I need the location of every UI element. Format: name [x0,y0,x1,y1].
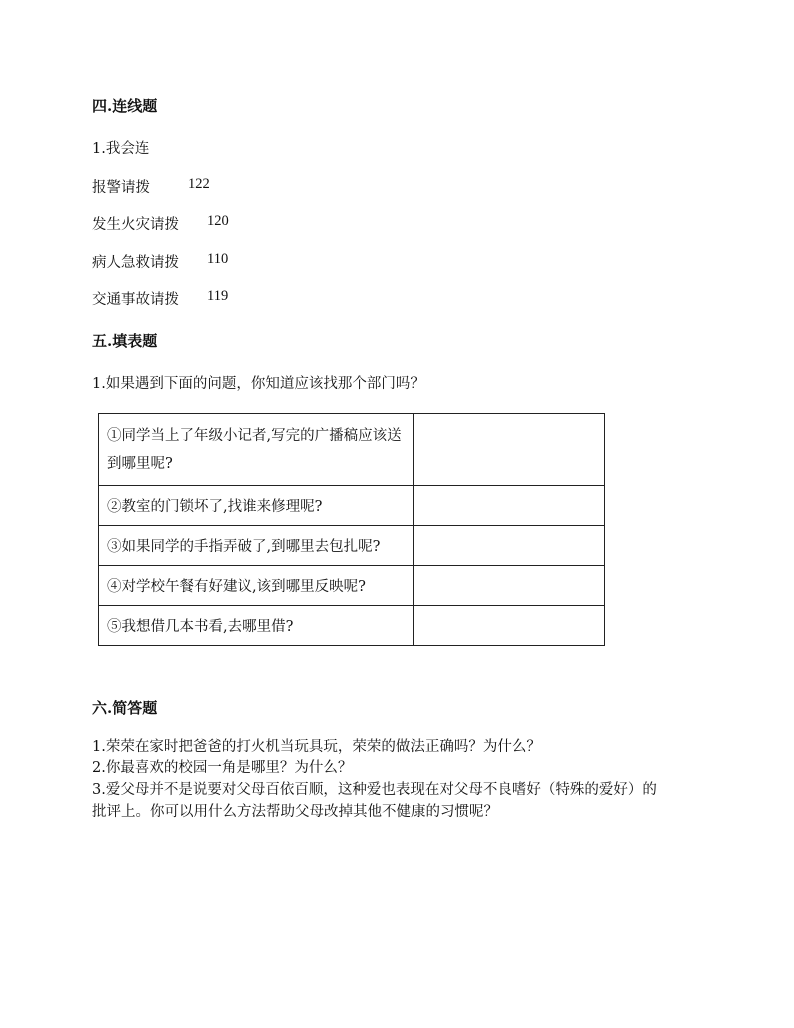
short-question-1: 1.荣荣在家时把爸爸的打火机当玩具玩，荣荣的做法正确吗？为什么？ [92,739,541,755]
section5-heading: 五.填表题 [92,332,158,350]
table-question-cell: ②教室的门锁坏了,找谁来修理呢? [99,486,414,526]
table-answer-cell[interactable] [413,566,604,606]
table-answer-cell[interactable] [413,606,604,646]
match-right-4: 119 [207,288,229,304]
table-row [99,486,605,526]
table-answer-cell[interactable] [413,526,604,566]
section6-heading: 六.简答题 [92,699,158,717]
match-left-2: 发生火灾请拨 [92,217,179,233]
short-question-2: 2.你最喜欢的校园一角是哪里？为什么？ [92,760,353,776]
match-right-1: 122 [188,176,210,192]
table-answer-cell[interactable] [413,414,604,486]
section4-heading: 四.连线题 [92,97,158,115]
table-question-cell: ①同学当上了年级小记者,写完的广播稿应该送到哪里呢? [99,414,414,486]
match-left-4: 交通事故请拨 [92,292,179,308]
table-answer-cell[interactable] [413,486,604,526]
section4-question: 1.我会连 [92,141,150,157]
section5-question: 1.如果遇到下面的问题，你知道应该找那个部门吗？ [92,376,425,392]
short-question-3-line1: 3.爱父母并不是说要对父母百依百顺，这种爱也表现在对父母不良嗜好（特殊的爱好）的 [92,782,657,798]
table-question-cell: ③如果同学的手指弄破了,到哪里去包扎呢? [99,526,414,566]
table-row [99,526,605,566]
table-row [99,566,605,606]
question-table [98,413,605,646]
match-left-3: 病人急救请拨 [92,255,179,271]
match-left-1: 报警请拨 [92,180,150,196]
match-right-2: 120 [207,213,229,229]
table-row [99,606,605,646]
match-right-3: 110 [207,251,229,267]
table-question-cell: ④对学校午餐有好建议,该到哪里反映呢? [99,566,414,606]
table-row [99,414,605,486]
short-question-3-line2: 批评上。你可以用什么方法帮助父母改掉其他不健康的习惯呢？ [92,804,498,820]
table-question-cell: ⑤我想借几本书看,去哪里借? [99,606,414,646]
